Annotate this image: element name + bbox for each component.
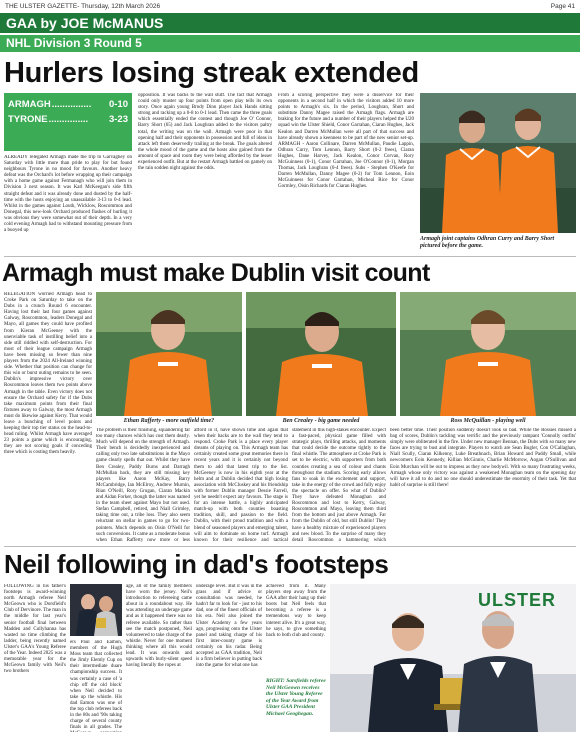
story2-text: been better time. Their position suddenly doesn't look so bad. While the Rossies missed a bag of scores, Dublin's tackling was terrific and the previously rampant 'Connolly outfits' simply were obliterated in the fire. Under new manager Bennan, the Dubs with so many new faces are trying to bust and integrate. Players to watch are Sean Bugler, Con O'Callaghan, Niall Scully, Ciaran Kilkenny, Luke Breathnach, Brian Howard and Paddy Small, while newcomers Eoin Kennedy, Killian McGinnis, Charlie McMorrow, Aogan O'Sullivan and Eoin Murchan will be out to impress as they now bodywil. With so many frustrating weeks, Armagh whose only victory was against a weakened Monaghan team on the opening day will have it all to do and no one should underestimate the enormity of their task. Yet that habit of surprise is still there!	[390, 428, 576, 488]
team-name: ARMAGH	[8, 99, 51, 110]
story3-text: FOLLOWING in his father's footsteps is award-winning north Armagh referee Neil McGeown who is Dorsfield's Club of Dervinore. The man in the middle for last year's senior football final between Madden and Cullyhanna has wasted no time climbing the ladder, being recently named Ulster's GAA's Young Referee of the Year. Indeed 2025 was a memorable year for the McGeown family with Neil's two brothers	[4, 584, 66, 675]
scoreline-box	[4, 93, 132, 151]
story1-headline: Hurlers losing streak extended	[4, 57, 419, 89]
story3-headline: Neil following in dad's footsteps	[4, 549, 389, 579]
award-small-photo-illustration	[70, 584, 122, 636]
crealey-caption: Ben Crealey - big game needed	[282, 418, 360, 424]
mcquillan-photo-illustration	[400, 292, 576, 416]
story3-column-3	[126, 584, 192, 732]
award-photo-caption	[266, 678, 326, 717]
award-caption-text: RIGHT: Sarsfields referee Neil McGeown receives the Ulster Young Referee of the Year Award from Ulster GAA President Michael Geoghegan.	[266, 678, 326, 717]
story3-column-4	[196, 584, 262, 732]
crealey-photo-illustration	[246, 292, 396, 416]
crealey-photo	[246, 292, 396, 416]
story2-column-2	[96, 428, 190, 544]
story2-column-5	[390, 428, 576, 544]
story1-text: ALREADY relegated Armagh made the trip to Garvaghey on Saturday with little more than pride to play for but found neighbours Tyrone in no mood for favours. Another heavy defeat was the Orchard's lot before wrapping up their campaign with a home game against Fermanagh who will join them in Division 3 next season. It was Karl McKeegan's side fifth straight defeat and it was already done and dusted by the half-time with the hosts enjoying an unassailable 3-13 to 0-4 lead. Whilst in the games against Louth, Wicklow, Roscommon and Donegal, this new-look Orchard produced flashes of hurling it was obvious they were somewhat out of their depth. In a very cold evening Armagh had to withstand mounting pressure from a buoyed up	[4, 155, 132, 234]
story1-column-3	[278, 93, 414, 255]
score-dots: ...............	[48, 114, 89, 125]
story3-text: age, all of the family members have worn the jersey. Neil's introduction to refereeing came about in a roundabout way. He was attending an underage game and as it happened there was no referee available. So rather than see the match postponed, Neil volunteered to take charge of the whistle. Never for one moment thinking where all this would lead. It was onwards and upwards with burly-silent speed having literally the ropes at	[126, 584, 192, 669]
award-small-photo	[70, 584, 122, 636]
story2-text: statement in this high-stakes encounter. Expect a fast-paced, physical game filled with strategic plays, thrilling attacks, and moments that could decide the outcome tightly to the final whistle. The atmosphere at Croke Park is set to be electric, with supporters from both counties creating a sea of colour and chants throughout the stadium. Scoring early allows fans to soak in the excitement and support, take in the energy of the crowd and fully enjoy the spectacle on offer. So what of Dublin? They have defeated Monaghan and Roscommon and lost to Kerry, Galway, Roscommon and Mayo, leaving them third from the bottom and just above Armagh. Far from the Dublin of old, but still Dublin! They have a healthy mixture of experienced players and new blood. To the surprise of many they detail Roscommon a hammering which	[292, 428, 386, 543]
story2-column-1	[4, 292, 92, 544]
story1-text: opposition. It was backs to the wall stuff. The fact that Armagh could only muster up four points from open play tells its own story. Once again young Brody Dinn player Jack Hands sitting strong and racking up a 0-8 to 0-1 lead. Then came the three goals which essentially ended the contest and though Joe O' Connor, Barry Short (65) and Jack Loughran added to the visitors paltry total, the writing was on the wall. Armagh were poor in that opening half and their opponents in possession and full of ideas in attack left them deservedly trailing at the break. The goals altered the whole mood of the game and the hosts also gained from the amount of space and room they were being afforded by the lesser experienced outfit. But at the restart Armagh battled on gamely on the rain sodden night against the odds.	[138, 93, 272, 172]
score-row-armagh	[8, 97, 128, 112]
story3-text: achieved from it. Many players step away from the GAA after their hang up their boots but Neil feels that becoming a referee is a tremendous way to keep interest alive. It's a great way, he says, to give something back to both club and county.	[266, 584, 326, 638]
team-score: 0-10	[108, 99, 128, 110]
score-row-tyrone	[8, 112, 128, 127]
captains-photo-caption: Armagh joint captains Odhran Curry and Barry Short pictured before the game.	[420, 236, 555, 249]
story2-text: The problem is their finishing, squandering far too many chances which has cost them dearly. Much will depend on the strength of Armagh. Their bench is decidedly inexperienced and calling only two late substitutions in the Mayo game clearly spells that out. Whilst they have Ben Crealey, Paddy Burns and Darragh McMullan back, they are still missing key players like Aaron McKay, Barry McCambridge, Ian McElroy, Andrew Murnin, Rian O'Neill, Rory Grugan, Ciaran Mackin and Aidan Forker, though the latter was named in the team sheet against Mayo but not used. Stefan Campbell, retired, and Niall Grimley, taking time out, a tribe loss. They also seem reluctant on stellar in games to go for two-pointers. Much depends on Oisin O'Neill for such conversions. It came as a moderate bonus when Ethan Rafferty now more or less	[96, 428, 190, 543]
rafferty-photo	[96, 292, 242, 416]
captains-photo-illustration	[420, 93, 576, 233]
story2-text: RELEGATION worried Armagh head to Croke Park on Saturday to take on the Dubs in a crunch Round 6 encounter. Having lost their last four games against Galway, Roscommon, leaders Donegal and Mayo, all games they could have profited from Kieran McGeeney with the unenviable task of instilling belief into a side still riddled with self-destruction. For most of their league campaign Armagh have been missing so fewer than nine players from the 2024 All-Ireland winning side. Whether that position can change for this win or burst outing remains to be seen. Dublin's impressive victory over Roscommon leaves them two points above Armagh in the table. Even victory does not ensure the Orchard safety for if the Dubs take maximum points from their final fixtures away to Galway, the most Armagh must do likewise against Kerry. That would leave a bunching of level points and keeping their top tier status on the head-to-head ruling. Whilst Armagh have averaged 23 points a game which is encouraging, they are not scoring goals if conceding three which is costing them heavily.	[4, 292, 92, 456]
captains-photo	[420, 93, 576, 233]
section-banner: GAA by JOE McMANUS	[0, 13, 580, 33]
story3-text: underage level. But it was in the grass and if advice or consultation was needed, he hadn't far to look for - just to his dad, one of the finest officials of his era. Neil also joined the Ulster Academy a few years ago, progressing onto the Ulster panel and taking charge of his first inter-county game is certainly on his radar. Being accepted as GAA tradition, Neil is a firm believer in putting back into the game for what one has	[196, 584, 262, 669]
team-name: TYRONE	[8, 114, 48, 125]
divider	[4, 546, 576, 547]
story1-text: From a scoring perspective they were a disservice for their opponents in a second half in which the visitors added 10 more points to Armagh's six. In the period, Loughran, Short and substitute Danny Magee raised the Armagh flags. Armagh are braking for the future and a number of their players helped the U20 squad win the Ulster Shield, Conor Garrahan, Ciaran Hughes, Jack Kealon and Darren McMullan were all part of that success and have already shown a keenness to be part of the new senior set-up. ARMAGH - Aaron Collinare, Darren McMullan, Paudie Lappin, Odhran Curry, Tom Lennon, Barry Short (0-2 frees), Ciaran Hughes, Dane Harvey, Jack Kealon, Conor Corvan, Rory McGuinness (0-1), Conor Garrahan, Joe O'Connor (0-1), Morgan Thomas, Jack Loughran (0-4 frees). Subs - Stephen O'Keefe for Darren McMullan, Danny Magee (0-2) for Tom Lennon, Eoin McGuinness for Conor Garrahan, Micheal Rice for Conor Gormley, Oisin Richards for Ciaran Hughes.	[278, 93, 414, 190]
story2-column-3	[194, 428, 288, 544]
score-dots: ...............	[51, 99, 92, 110]
story3-column-5	[266, 584, 326, 674]
mcquillan-caption: Ross McQuillan - playing well	[450, 418, 526, 424]
story3-column-2	[70, 640, 122, 732]
story1-column-1	[4, 155, 132, 255]
sub-section-banner: NHL Division 3 Round 5	[0, 35, 580, 52]
ulster-banner-text: ULSTER	[478, 590, 556, 610]
award-presentation-photo	[330, 584, 576, 732]
divider	[4, 256, 576, 257]
page-header-strip	[0, 0, 580, 13]
story2-column-4	[292, 428, 386, 544]
paper-dateline: THE ULSTER GAZETTE- Thursday, 12th March 2026	[5, 3, 161, 10]
story3-text: ers Paul and Eamon, members of the Hugh Moss team that collected the Jimly Elemly Cup on their intermediate duare championship success. It was certainly a case of 'a chip off the old block' when Neil decided to take up the whistle. His dad Eamon was one of the top club referees back in the 80s and '90s taking charge of several county finals in all grades. The	[70, 640, 122, 731]
rafferty-photo-illustration	[96, 292, 242, 416]
page-number: Page 41	[550, 3, 575, 10]
story2-text: afford in it, have shown time and again that when their backs are to the wall they tend to respond. Croke Park is a place every player dreams of playing on. This Armagh team has certainly created some great memories there in recent years and it is certainly not beyond them to add that latest trip to the list. McGeeney is now in his eighth year at the helm and at Dublin decided that high losing association with McCluskey and his friendship with former Dublin manager Dessie Farrell, yet he needn't expect any favours. The stage is for an intense battle, a highly anticipated match-up with both counties boasting tradition, skill, and passion to the field. Dublin, with their proud tradition and with a blend of seasoned players and emerging talent, will aim to dominate on home turf. Armagh known for their resilience and tactical	[194, 428, 288, 543]
story2-headline: Armagh must make Dublin visit count	[2, 259, 430, 287]
team-score: 3-23	[108, 114, 128, 125]
rafferty-caption: Ethan Rafferty - more outfield time?	[123, 418, 215, 424]
mcquillan-photo	[400, 292, 576, 416]
story1-column-2	[138, 93, 272, 255]
story3-column-1	[4, 584, 66, 732]
